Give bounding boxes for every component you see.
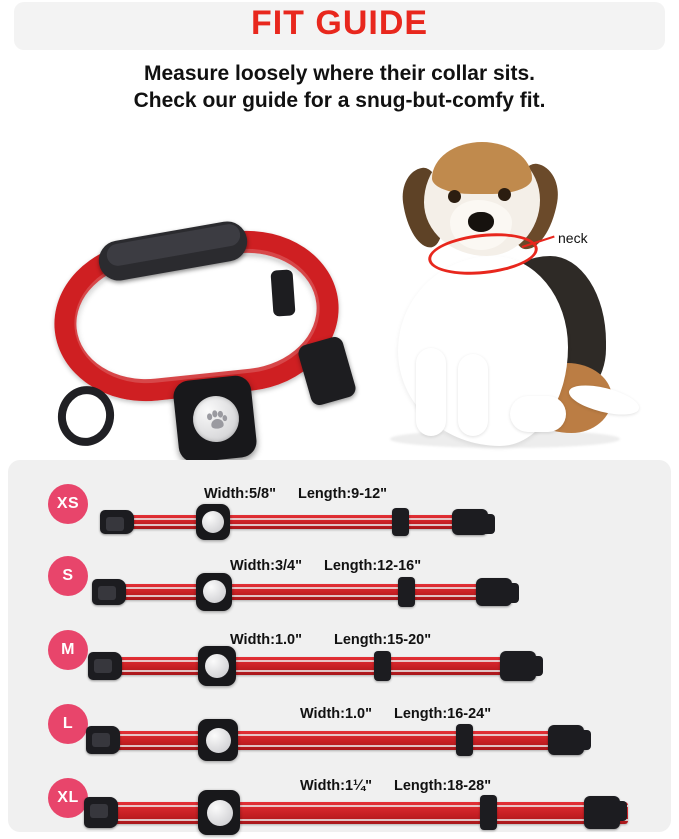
size-badge-s: S bbox=[48, 556, 88, 596]
airtag-holder bbox=[196, 573, 232, 611]
slider bbox=[480, 795, 497, 830]
dog-nose bbox=[468, 212, 494, 232]
collar-diagram-xl bbox=[84, 802, 644, 822]
buckle-right bbox=[584, 796, 620, 829]
page-title: FIT GUIDE bbox=[250, 4, 429, 42]
size-length-xs: Length:9-12" bbox=[298, 486, 388, 502]
size-width-l: Width:1.0" bbox=[300, 706, 372, 722]
subtitle-line-2: Check our guide for a snug-but-comfy fit. bbox=[133, 89, 546, 112]
dog-eye-left bbox=[448, 190, 461, 203]
buckle-right bbox=[548, 725, 584, 755]
dog-front-leg-left bbox=[416, 348, 446, 436]
buckle-right bbox=[500, 651, 536, 681]
size-length-m: Length:15-20" bbox=[334, 632, 432, 648]
strap bbox=[116, 515, 484, 529]
airtag-holder bbox=[198, 646, 236, 686]
slider bbox=[456, 724, 473, 756]
airtag-disc bbox=[205, 654, 229, 678]
table-row bbox=[8, 690, 671, 762]
neck-callout-label: neck bbox=[558, 230, 588, 246]
dog-head-tan-marking bbox=[432, 142, 532, 194]
subtitle bbox=[0, 60, 679, 114]
airtag-holder bbox=[198, 719, 238, 761]
dog-hind-paw bbox=[510, 396, 566, 432]
buckle-left bbox=[84, 797, 118, 828]
dog-photo bbox=[372, 138, 652, 458]
size-width-m: Width:1.0" bbox=[230, 632, 302, 648]
slider bbox=[392, 508, 409, 536]
airtag-disc bbox=[206, 728, 231, 753]
airtag-disc bbox=[207, 800, 233, 826]
strap bbox=[104, 657, 540, 675]
buckle-left bbox=[88, 652, 122, 680]
table-row bbox=[8, 470, 671, 542]
airtag-disc bbox=[202, 511, 224, 533]
size-length-s: Length:12-16" bbox=[324, 558, 422, 574]
airtag-disc bbox=[203, 580, 226, 603]
slider bbox=[374, 651, 391, 681]
size-dims-xs bbox=[204, 486, 387, 502]
collar-diagram-xs bbox=[100, 512, 492, 532]
buckle-left bbox=[100, 510, 134, 534]
size-chart-panel bbox=[8, 460, 671, 832]
size-dims-l bbox=[300, 706, 491, 722]
collar-slider bbox=[270, 269, 295, 316]
collar-product-photo bbox=[36, 228, 366, 408]
buckle-left bbox=[92, 579, 126, 605]
collar-buckle bbox=[296, 335, 357, 407]
size-dims-s bbox=[230, 558, 421, 574]
subtitle-line-1: Measure loosely where their collar sits. bbox=[144, 62, 535, 85]
strap bbox=[102, 731, 588, 750]
buckle-right bbox=[476, 578, 512, 606]
photo-area bbox=[0, 128, 679, 458]
size-width-xs: Width:5/8" bbox=[204, 486, 276, 502]
size-dims-xl bbox=[300, 778, 491, 794]
size-dims-m bbox=[230, 632, 431, 648]
size-badge-l: L bbox=[48, 704, 88, 744]
dog-front-leg-right bbox=[458, 354, 488, 436]
size-width-s: Width:3/4" bbox=[230, 558, 302, 574]
dog-eye-right bbox=[498, 188, 511, 201]
airtag-holder bbox=[196, 504, 230, 540]
collar-diagram-s bbox=[92, 582, 516, 602]
size-badge-m: M bbox=[48, 630, 88, 670]
size-length-xl: Length:18-28" bbox=[394, 778, 492, 794]
size-badge-xl: XL bbox=[48, 778, 88, 818]
strap bbox=[100, 802, 628, 824]
size-length-l: Length:16-24" bbox=[394, 706, 492, 722]
size-badge-xs: XS bbox=[48, 484, 88, 524]
table-row bbox=[8, 616, 671, 688]
table-row bbox=[8, 764, 671, 836]
table-row bbox=[8, 542, 671, 614]
airtag-holder bbox=[198, 790, 240, 835]
size-width-xl: Width:1¼" bbox=[300, 778, 372, 794]
slider bbox=[398, 577, 415, 607]
buckle-right bbox=[452, 509, 488, 535]
strap bbox=[108, 584, 508, 600]
paw-icon bbox=[205, 409, 229, 431]
collar-diagram-l bbox=[86, 730, 606, 750]
collar-diagram-m bbox=[88, 656, 548, 676]
buckle-left bbox=[86, 726, 120, 754]
